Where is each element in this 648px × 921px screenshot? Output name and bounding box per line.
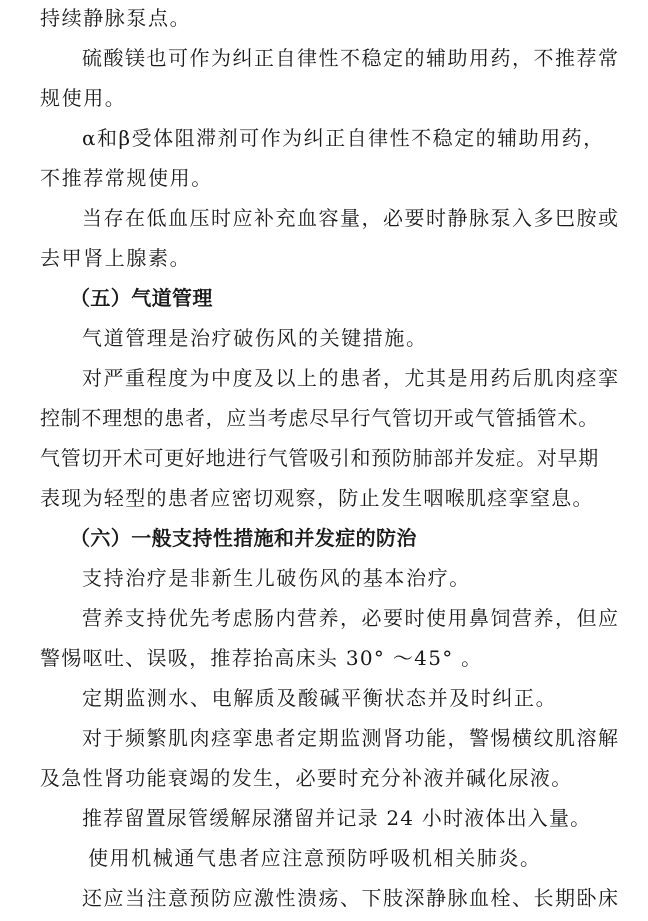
paragraph-line: 不推荐常规使用。 [40,166,213,190]
paragraph-line: 持续静脉泵点。 [40,6,192,30]
section-heading-supportive-care: （六）一般支持性措施和并发症的防治 [70,526,417,550]
paragraph-line: 控制不理想的患者，应当考虑尽早行气管切开或气管插管术。 [40,406,599,430]
paragraph-line: α和β受体阻滞剂可作为纠正自律性不稳定的辅助用药， [82,126,605,150]
paragraph-line: 推荐留置尿管缓解尿潴留并记录 24 小时液体出入量。 [82,806,592,830]
paragraph-line: 及急性肾功能衰竭的发生，必要时充分补液并碱化尿液。 [40,766,573,790]
paragraph-line: 支持治疗是非新生儿破伤风的基本治疗。 [82,566,471,590]
section-heading-airway: （五）气道管理 [70,286,213,310]
paragraph-line: 还应当注意预防应激性溃疡、下肢深静脉血栓、长期卧床 [82,886,620,910]
paragraph-line: 气管切开术可更好地进行气管吸引和预防肺部并发症。对早期 [40,446,599,470]
paragraph-line: 定期监测水、电解质及酸碱平衡状态并及时纠正。 [82,686,558,710]
paragraph-line: 当存在低血压时应补充血容量，必要时静脉泵入多巴胺或 [82,206,620,230]
paragraph-line: 表现为轻型的患者应密切观察，防止发生咽喉肌痉挛窒息。 [40,486,594,510]
paragraph-line: 对严重程度为中度及以上的患者，尤其是用药后肌肉痉挛 [82,366,620,390]
paragraph-line: 规使用。 [40,86,127,110]
paragraph-line: 气道管理是治疗破伤风的关键措施。 [82,326,428,350]
paragraph-line: 去甲肾上腺素。 [40,246,192,270]
paragraph-line: 对于频繁肌肉痉挛患者定期监测肾功能，警惕横纹肌溶解 [82,726,620,750]
paragraph-line: 营养支持优先考虑肠内营养，必要时使用鼻饲营养，但应 [82,606,620,630]
paragraph-line: 硫酸镁也可作为纠正自律性不稳定的辅助用药，不推荐常 [82,46,620,70]
paragraph-line: 警惕呕吐、误吸，推荐抬高床头 30° ～45° 。 [40,646,483,670]
paragraph-line: 使用机械通气患者应注意预防呼吸机相关肺炎。 [88,846,542,870]
